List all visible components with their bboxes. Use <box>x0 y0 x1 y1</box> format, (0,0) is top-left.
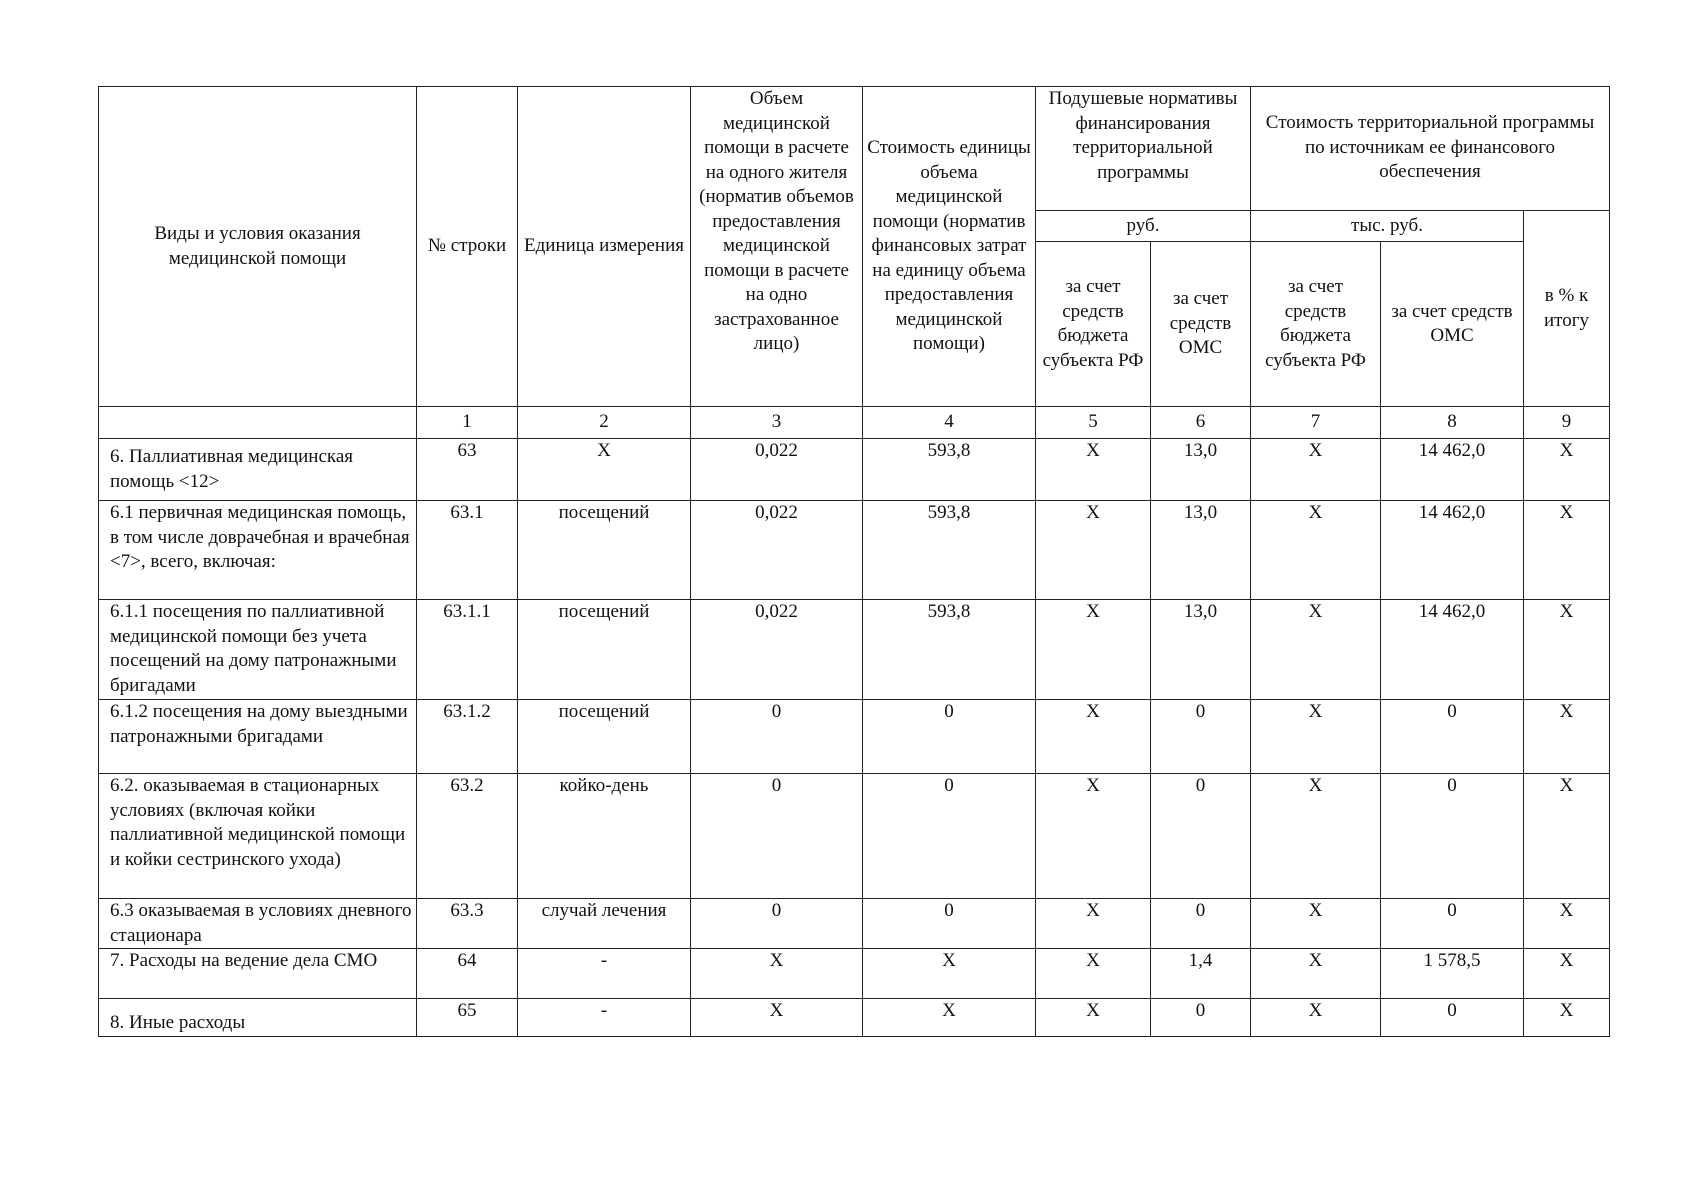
cell-program-budget: Х <box>1251 949 1381 999</box>
cell-per-capita-oms: 0 <box>1151 899 1251 949</box>
cell-unit-cost: 593,8 <box>863 439 1036 501</box>
cell-program-budget: Х <box>1251 774 1381 899</box>
header-volume: Объем медицинской помощи в расчете на одного жителя (норматив объемов предоставления медицинской помощи в расчете на одно застрахованное лицо) <box>691 87 863 407</box>
header-per-capita-group: Подушевые нормативы финансирования территориальной программы <box>1036 87 1251 211</box>
cell-program-oms: 0 <box>1381 899 1524 949</box>
cell-percent: Х <box>1524 439 1610 501</box>
header-percent-of-total: в % к итогу <box>1524 211 1610 407</box>
header-per-capita-budget: за счет средств бюджета субъекта РФ <box>1036 242 1151 407</box>
cell-per-capita-oms: 1,4 <box>1151 949 1251 999</box>
column-number: 4 <box>863 407 1036 439</box>
cell-line-number: 65 <box>417 999 518 1037</box>
cell-unit: посещений <box>518 600 691 700</box>
header-program-oms: за счет средств ОМС <box>1381 242 1524 407</box>
cell-care-type: 6.2. оказываемая в стационарных условиях (включая койки паллиативной медицинской помощи и койки сестринского ухода) <box>99 774 417 899</box>
cell-unit-cost: 0 <box>863 774 1036 899</box>
table-row <box>99 700 1610 774</box>
cell-percent: Х <box>1524 700 1610 774</box>
financing-table <box>98 86 1610 1037</box>
cell-volume: 0 <box>691 700 863 774</box>
cell-percent: Х <box>1524 600 1610 700</box>
cell-percent: Х <box>1524 949 1610 999</box>
cell-per-capita-oms: 0 <box>1151 999 1251 1037</box>
cell-line-number: 63.1.1 <box>417 600 518 700</box>
cell-per-capita-oms: 13,0 <box>1151 600 1251 700</box>
cell-per-capita-budget: Х <box>1036 700 1151 774</box>
cell-per-capita-oms: 0 <box>1151 700 1251 774</box>
cell-program-oms: 14 462,0 <box>1381 501 1524 600</box>
column-number: 1 <box>417 407 518 439</box>
table-row <box>99 949 1610 999</box>
column-number: 6 <box>1151 407 1251 439</box>
cell-care-type: 6.1.1 посещения по паллиативной медицинской помощи без учета посещений на дому патронажными бригадами <box>99 600 417 700</box>
cell-unit: - <box>518 999 691 1037</box>
cell-care-type: 6.1.2 посещения на дому выездными патронажными бригадами <box>99 700 417 774</box>
cell-per-capita-budget: Х <box>1036 501 1151 600</box>
cell-program-budget: Х <box>1251 439 1381 501</box>
cell-volume: 0,022 <box>691 501 863 600</box>
cell-volume: Х <box>691 949 863 999</box>
cell-per-capita-budget: Х <box>1036 899 1151 949</box>
cell-unit: - <box>518 949 691 999</box>
cell-line-number: 64 <box>417 949 518 999</box>
cell-unit: койко-день <box>518 774 691 899</box>
column-number: 9 <box>1524 407 1610 439</box>
cell-percent: Х <box>1524 899 1610 949</box>
cell-per-capita-budget: Х <box>1036 999 1151 1037</box>
cell-percent: Х <box>1524 501 1610 600</box>
cell-program-budget: Х <box>1251 899 1381 949</box>
header-thous-rub: тыс. руб. <box>1251 211 1524 242</box>
cell-per-capita-oms: 13,0 <box>1151 439 1251 501</box>
cell-program-oms: 0 <box>1381 999 1524 1037</box>
cell-volume: 0,022 <box>691 439 863 501</box>
column-number: 8 <box>1381 407 1524 439</box>
cell-unit: посещений <box>518 700 691 774</box>
cell-per-capita-budget: Х <box>1036 949 1151 999</box>
table-row <box>99 999 1610 1037</box>
cell-care-type: 7. Расходы на ведение дела СМО <box>99 949 417 999</box>
cell-program-budget: Х <box>1251 501 1381 600</box>
cell-volume: 0 <box>691 774 863 899</box>
cell-per-capita-budget: Х <box>1036 774 1151 899</box>
cell-percent: Х <box>1524 999 1610 1037</box>
cell-program-oms: 14 462,0 <box>1381 439 1524 501</box>
table-row <box>99 600 1610 700</box>
cell-line-number: 63 <box>417 439 518 501</box>
cell-unit-cost: 0 <box>863 899 1036 949</box>
cell-unit: посещений <box>518 501 691 600</box>
cell-line-number: 63.1 <box>417 501 518 600</box>
cell-unit-cost: Х <box>863 999 1036 1037</box>
cell-unit-cost: 593,8 <box>863 600 1036 700</box>
cell-program-budget: Х <box>1251 600 1381 700</box>
cell-program-oms: 0 <box>1381 700 1524 774</box>
cell-volume: Х <box>691 999 863 1037</box>
cell-care-type: 8. Иные расходы <box>99 999 417 1037</box>
cell-per-capita-oms: 0 <box>1151 774 1251 899</box>
cell-volume: 0,022 <box>691 600 863 700</box>
cell-unit: Х <box>518 439 691 501</box>
cell-unit-cost: 593,8 <box>863 501 1036 600</box>
column-number: 7 <box>1251 407 1381 439</box>
table-row <box>99 899 1610 949</box>
cell-line-number: 63.1.2 <box>417 700 518 774</box>
column-number: 3 <box>691 407 863 439</box>
table-row <box>99 774 1610 899</box>
cell-program-budget: Х <box>1251 999 1381 1037</box>
cell-program-oms: 0 <box>1381 774 1524 899</box>
header-program-cost-group: Стоимость территориальной программы по источникам ее финансового обеспечения <box>1251 87 1610 211</box>
table-row <box>99 439 1610 501</box>
cell-unit-cost: 0 <box>863 700 1036 774</box>
header-per-capita-oms: за счет средств ОМС <box>1151 242 1251 407</box>
cell-unit: случай лечения <box>518 899 691 949</box>
cell-program-oms: 14 462,0 <box>1381 600 1524 700</box>
cell-percent: Х <box>1524 774 1610 899</box>
header-unit: Единица измерения <box>518 87 691 407</box>
header-unit-cost: Стоимость единицы объема медицинской помощи (норматив финансовых затрат на единицу объема предоставления медицинской помощи) <box>863 87 1036 407</box>
header-rub: руб. <box>1036 211 1251 242</box>
cell-volume: 0 <box>691 899 863 949</box>
cell-care-type: 6. Паллиативная медицинская помощь <12> <box>99 439 417 501</box>
column-number: 2 <box>518 407 691 439</box>
cell-line-number: 63.2 <box>417 774 518 899</box>
header-program-budget: за счет средств бюджета субъекта РФ <box>1251 242 1381 407</box>
column-number: 5 <box>1036 407 1151 439</box>
column-number-row <box>99 407 1610 439</box>
cell-program-oms: 1 578,5 <box>1381 949 1524 999</box>
column-number-empty <box>99 407 417 439</box>
cell-unit-cost: Х <box>863 949 1036 999</box>
cell-program-budget: Х <box>1251 700 1381 774</box>
cell-care-type: 6.3 оказываемая в условиях дневного стационара <box>99 899 417 949</box>
cell-per-capita-oms: 13,0 <box>1151 501 1251 600</box>
cell-per-capita-budget: Х <box>1036 439 1151 501</box>
cell-per-capita-budget: Х <box>1036 600 1151 700</box>
cell-care-type: 6.1 первичная медицинская помощь, в том числе доврачебная и врачебная <7>, всего, включая: <box>99 501 417 600</box>
header-type-of-care: Виды и условия оказания медицинской помощи <box>99 87 417 407</box>
table-row <box>99 501 1610 600</box>
cell-line-number: 63.3 <box>417 899 518 949</box>
header-line-number: № строки <box>417 87 518 407</box>
